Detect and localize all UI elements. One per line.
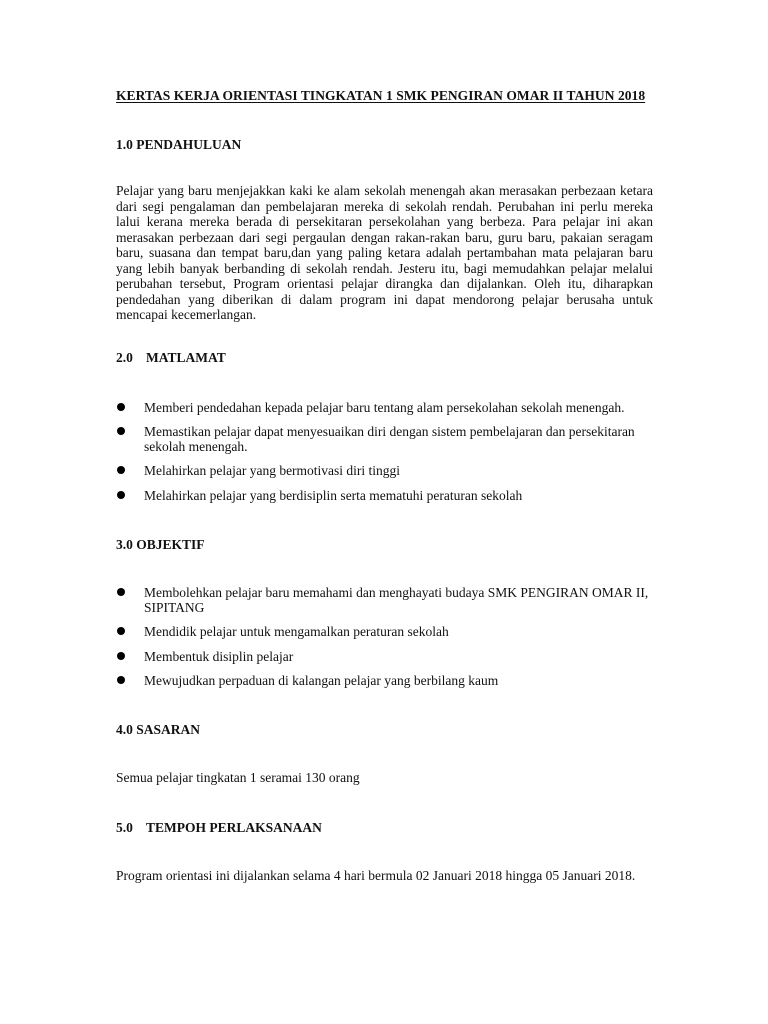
list-item <box>116 424 664 454</box>
section-heading-sasaran: 4.0 SASARAN <box>116 722 201 737</box>
section-heading-objektif: 3.0 OBJEKTIF <box>116 537 205 552</box>
tempoh-text: Program orientasi ini dijalankan selama 4 hari bermula 02 Januari 2018 hingga 05 Januari 2018. <box>116 868 636 883</box>
section-number: 5.0 <box>116 820 133 835</box>
bullet-icon <box>117 588 125 596</box>
bullet-icon <box>117 427 125 435</box>
list-item <box>116 488 676 503</box>
sasaran-text: Semua pelajar tingkatan 1 seramai 130 orang <box>116 770 360 785</box>
list-item <box>116 673 676 688</box>
section-number: 2.0 <box>116 350 133 365</box>
list-item-text: Memastikan pelajar dapat menyesuaikan diri dengan sistem pembelajaran dan persekitaran sekolah menengah. <box>144 424 635 454</box>
matlamat-list <box>116 424 676 454</box>
matlamat-list <box>116 488 676 503</box>
list-item-text: Membolehkan pelajar baru memahami dan menghayati budaya SMK PENGIRAN OMAR II, SIPITANG <box>144 585 649 615</box>
list-item <box>116 624 676 639</box>
bullet-icon <box>117 403 125 411</box>
document-title: KERTAS KERJA ORIENTASI TINGKATAN 1 SMK PENGIRAN OMAR II TAHUN 2018 <box>116 88 646 103</box>
list-item-text: Memberi pendedahan kepada pelajar baru tentang alam persekolahan sekolah menengah. <box>144 400 625 415</box>
list-item-text: Melahirkan pelajar yang berdisiplin serta mematuhi peraturan sekolah <box>144 488 523 503</box>
matlamat-list <box>116 463 676 478</box>
matlamat-list <box>116 400 676 415</box>
list-item <box>116 463 676 478</box>
list-item-text: Mewujudkan perpaduan di kalangan pelajar yang berbilang kaum <box>144 673 499 688</box>
list-item <box>116 585 664 615</box>
pendahuluan-paragraph: Pelajar yang baru menjejakkan kaki ke alam sekolah menengah akan merasakan perbezaan ketara dari segi pengalaman dan pembelajaran mereka di sekolah rendah. Perubahan ini perlu mereka lalui kerana mereka berada di persekitaran persekolahan yang berbeza. Para pelajar ini akan merasakan perbezaan dari segi pergaulan dengan rakan-rakan baru, guru baru, pakaian seragam baru, suasana dan tempat baru,dan yang paling ketara adalah pertambahan mata pelajaran baru yang lebih banyak berbanding di sekolah rendah. Jesteru itu, bagi memudahkan pelajar melalui perubahan tersebut, Program orientasi pelajar dirangka dan dijalankan. Oleh itu, diharapkan pendedahan yang diberikan di dalam program ini dapat mendorong pelajar berusaha untuk mencapai kecemerlangan. <box>116 183 653 322</box>
objektif-list <box>116 649 676 664</box>
section-heading-pendahuluan: 1.0 PENDAHULUAN <box>116 137 242 152</box>
bullet-icon <box>117 466 125 474</box>
section-heading-tempoh <box>116 820 322 836</box>
list-item <box>116 649 676 664</box>
bullet-icon <box>117 676 125 684</box>
section-label: MATLAMAT <box>146 350 226 365</box>
list-item-text: Mendidik pelajar untuk mengamalkan peraturan sekolah <box>144 624 449 639</box>
objektif-list <box>116 624 676 639</box>
bullet-icon <box>117 627 125 635</box>
bullet-icon <box>117 491 125 499</box>
list-item-text: Membentuk disiplin pelajar <box>144 649 294 664</box>
objektif-list <box>116 673 676 688</box>
list-item <box>116 400 676 415</box>
bullet-icon <box>117 652 125 660</box>
section-heading-matlamat <box>116 350 226 366</box>
section-label: TEMPOH PERLAKSANAAN <box>146 820 322 835</box>
objektif-list <box>116 585 676 615</box>
list-item-text: Melahirkan pelajar yang bermotivasi diri tinggi <box>144 463 401 478</box>
